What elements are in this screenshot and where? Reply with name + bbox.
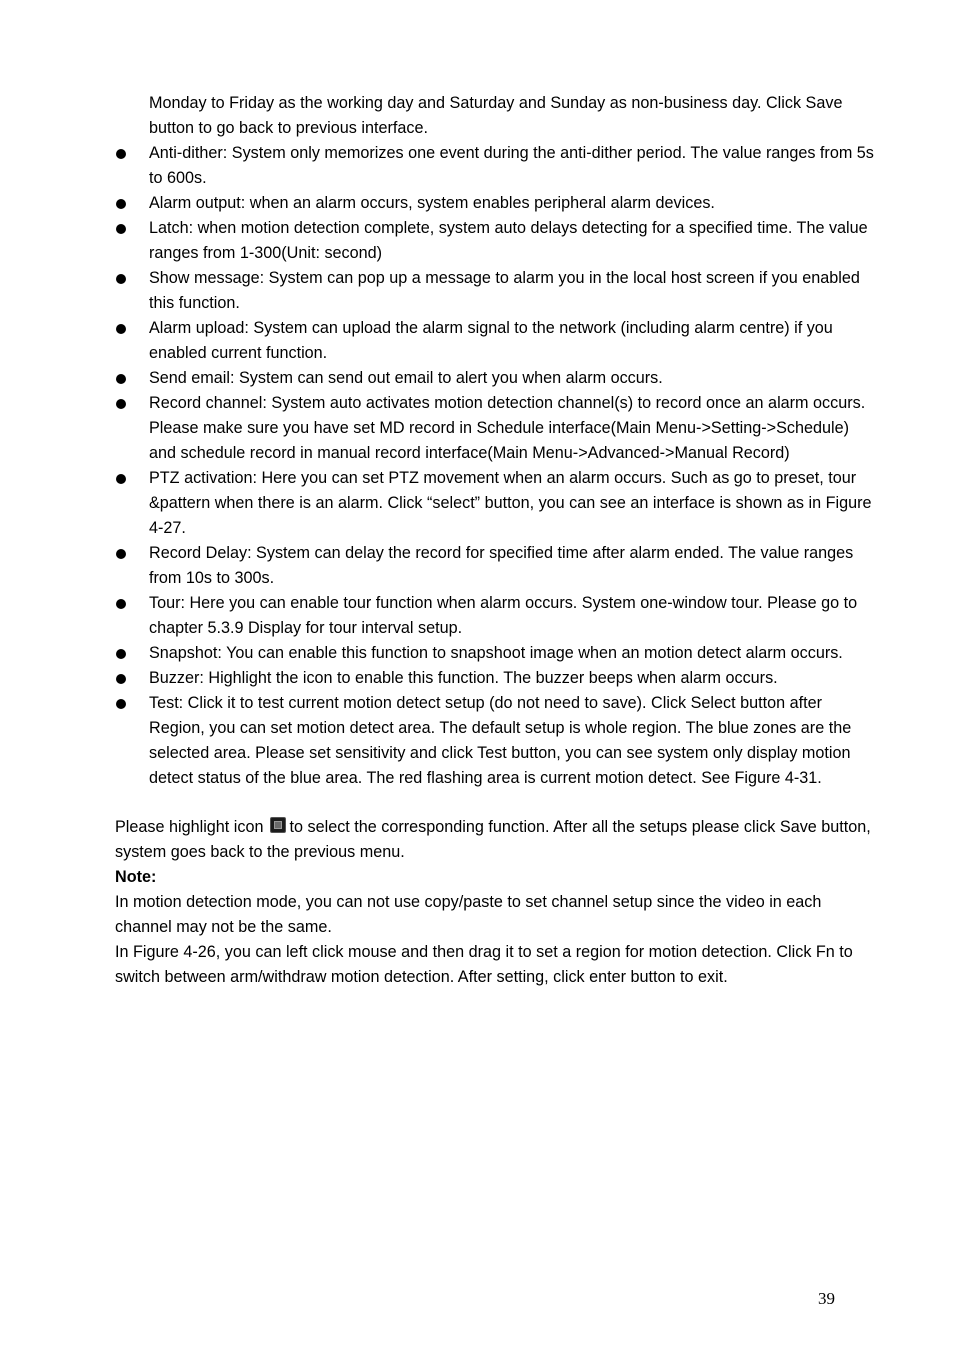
- bullet-icon: [116, 699, 126, 709]
- list-item: [115, 391, 875, 466]
- bullet-icon: [116, 274, 126, 284]
- bullet-icon: [116, 324, 126, 334]
- list-item-text: Record Delay: System can delay the record for specified time after alarm ended. The value ranges from 10s to 300s.: [149, 544, 854, 587]
- paragraph-spacer: [115, 791, 875, 815]
- note-paragraph: In motion detection mode, you can not use copy/paste to set channel setup since the video in each channel may not be the same.: [115, 893, 822, 936]
- list-item: [115, 316, 875, 366]
- highlight-instruction-paragraph: [115, 815, 875, 865]
- bullet-icon: [116, 474, 126, 484]
- highlight-text-after: to select the corresponding function. After all the setups please click Save button, system goes back to the previous menu.: [115, 818, 871, 861]
- list-item: [115, 266, 875, 316]
- bullet-icon: [116, 599, 126, 609]
- list-item-text: Alarm upload: System can upload the alarm signal to the network (including alarm centre) if you enabled current function.: [149, 319, 833, 362]
- list-item: [115, 141, 875, 191]
- list-item-text: Send email: System can send out email to alert you when alarm occurs.: [149, 369, 663, 387]
- list-item: [115, 691, 875, 791]
- page-number: 39: [818, 1289, 835, 1308]
- list-item: [115, 191, 875, 216]
- bullet-icon: [116, 199, 126, 209]
- page-content: [115, 91, 875, 990]
- list-item-text: Test: Click it to test current motion detect setup (do not need to save). Click Select button after Region, you can set motion detect area. The default setup is whole region. The blue zones are the selected area. Please set sensitivity and click Test button, you can see system only display motion detect status of the blue area. The red flashing area is current motion detect. See Figure 4-31.: [149, 694, 852, 787]
- list-item: [115, 216, 875, 266]
- bullet-icon: [116, 674, 126, 684]
- list-item-text: PTZ activation: Here you can set PTZ movement when an alarm occurs. Such as go to preset, tour &pattern when there is an alarm. Click “select” button, you can see an interface is shown as in Figure 4-27.: [149, 469, 872, 537]
- list-item: [115, 366, 875, 391]
- list-item: [115, 591, 875, 641]
- list-item: [115, 541, 875, 591]
- note-label: Note:: [115, 868, 157, 886]
- list-item: [115, 641, 875, 666]
- feature-bullet-list: [115, 141, 875, 791]
- list-item-text: Latch: when motion detection complete, system auto delays detecting for a specified time. The value ranges from 1-300(Unit: second): [149, 219, 868, 262]
- note-paragraph: In Figure 4-26, you can left click mouse and then drag it to set a region for motion detection. Click Fn to switch between arm/withdraw motion detection. After setting, click enter button to exit.: [115, 943, 853, 986]
- list-item-text: Anti-dither: System only memorizes one event during the anti-dither period. The value ranges from 5s to 600s.: [149, 144, 874, 187]
- checkbox-icon: [270, 817, 286, 833]
- continuation-paragraph: Monday to Friday as the working day and Saturday and Sunday as non-business day. Click Save button to go back to previous interface.: [149, 94, 843, 137]
- list-item-text: Buzzer: Highlight the icon to enable this function. The buzzer beeps when alarm occurs.: [149, 669, 778, 687]
- bullet-icon: [116, 224, 126, 234]
- list-item-text: Snapshot: You can enable this function to snapshoot image when an motion detect alarm occurs.: [149, 644, 843, 662]
- highlight-text-before: Please highlight icon: [115, 818, 264, 836]
- list-item-text: Show message: System can pop up a message to alarm you in the local host screen if you enabled this function.: [149, 269, 860, 312]
- list-item: [115, 466, 875, 541]
- bullet-icon: [116, 549, 126, 559]
- bullet-icon: [116, 149, 126, 159]
- list-item-text: Alarm output: when an alarm occurs, system enables peripheral alarm devices.: [149, 194, 715, 212]
- bullet-icon: [116, 399, 126, 409]
- bullet-icon: [116, 374, 126, 384]
- list-item-text: Record channel: System auto activates motion detection channel(s) to record once an alarm occurs. Please make sure you have set MD record in Schedule interface(Main Menu->Setting->Schedule) and schedule record in manual record interface(Main Menu->Advanced->Manual Record): [149, 394, 866, 462]
- bullet-icon: [116, 649, 126, 659]
- list-item: [115, 666, 875, 691]
- list-item-text: Tour: Here you can enable tour function when alarm occurs. System one-window tour. Please go to chapter 5.3.9 Display for tour interval setup.: [149, 594, 858, 637]
